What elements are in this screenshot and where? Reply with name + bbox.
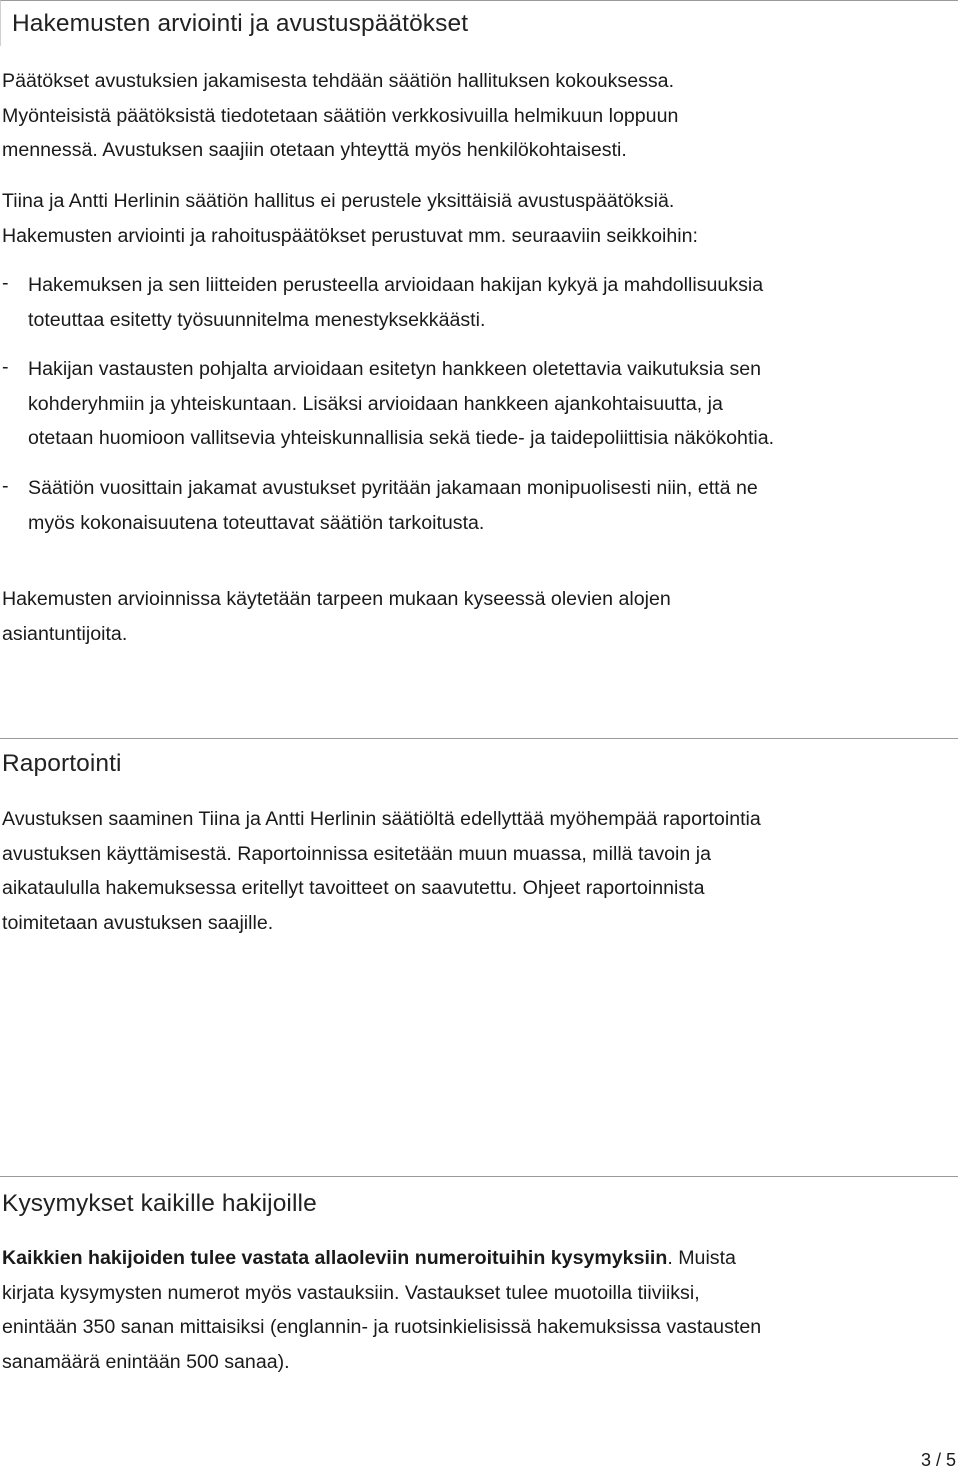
- text-line: kohderyhmiin ja yhteiskuntaan. Lisäksi arvioidaan hankkeen ajankohtaisuutta, ja: [28, 392, 723, 415]
- text-line: mennessä. Avustuksen saajiin otetaan yhteyttä myös henkilökohtaisesti.: [2, 139, 627, 161]
- bullet-dash: -: [2, 475, 9, 497]
- paragraph-decisions: [2, 64, 957, 168]
- text-line: Säätiön vuosittain jakamat avustukset pyritään jakamaan monipuolisesti niin, että ne: [28, 477, 758, 499]
- section-heading-questions: Kysymykset kaikille hakijoille: [2, 1190, 317, 1217]
- text-line: asiantuntijoita.: [2, 622, 128, 645]
- text-line: enintään 350 sanan mittaisiksi (englannin- ja ruotsinkielisissä hakemuksissa vastausten: [2, 1316, 762, 1338]
- text-line: toteuttaa esitetty työsuunnitelma menestyksekkäästi.: [28, 308, 486, 331]
- section-heading-reporting: Raportointi: [2, 750, 122, 777]
- bullet-dash: -: [2, 356, 9, 378]
- paragraph-questions-instructions: [2, 1241, 957, 1379]
- page-number: 3 / 5: [920, 1450, 956, 1470]
- text-line: Hakemuksen ja sen liitteiden perusteella arvioidaan hakijan kykyä ja mahdollisuuksia: [28, 274, 764, 296]
- section-divider-reporting: [0, 738, 958, 739]
- text-line: Hakijan vastausten pohjalta arvioidaan esitetyn hankkeen oletettavia vaikutuksia sen: [28, 358, 762, 380]
- paragraph-criteria-intro: [2, 184, 957, 253]
- list-item-text: [28, 268, 958, 337]
- bullet-dash: -: [2, 272, 9, 294]
- text-line: Myönteisistä päätöksistä tiedotetaan säätiön verkkosivuilla helmikuun loppuun: [2, 104, 679, 127]
- text-line: Hakemusten arviointi ja rahoituspäätökset perustuvat mm. seuraaviin seikkoihin:: [2, 224, 698, 247]
- text-line: [2, 1241, 957, 1276]
- list-item-text: [28, 471, 958, 540]
- text-line: sanamäärä enintään 500 sanaa).: [2, 1350, 290, 1373]
- text-line: toimitetaan avustuksen saajille.: [2, 911, 274, 934]
- text-line: Tiina ja Antti Herlinin säätiön hallitus ei perustele yksittäisiä avustuspäätöksiä.: [2, 190, 675, 212]
- text-line: Avustuksen saaminen Tiina ja Antti Herlinin säätiöltä edellyttää myöhempää raportointia: [2, 808, 761, 830]
- text-line: kirjata kysymysten numerot myös vastauksiin. Vastaukset tulee muotoilla tiiviiksi,: [2, 1281, 700, 1304]
- text-line: Päätökset avustuksien jakamisesta tehdään säätiön hallituksen kokouksessa.: [2, 70, 675, 92]
- text-line: myös kokonaisuutena toteuttavat säätiön tarkoitusta.: [28, 511, 485, 534]
- section-divider-questions: [0, 1176, 958, 1177]
- text-line: Hakemusten arvioinnissa käytetään tarpeen mukaan kyseessä olevien alojen: [2, 588, 671, 610]
- text-line: otetaan huomioon vallitsevia yhteiskunnallisia sekä tiede- ja taidepoliittisia näkökohtia.: [28, 427, 775, 449]
- paragraph-reporting: [2, 802, 957, 940]
- instruction-continuation: . Muista: [667, 1247, 736, 1269]
- section-heading-evaluation: Hakemusten arviointi ja avustuspäätökset: [12, 10, 469, 37]
- paragraph-experts: [2, 582, 957, 651]
- text-line: avustuksen käyttämisestä. Raportoinnissa esitetään muun muassa, millä tavoin ja: [2, 842, 711, 865]
- bold-instruction: Kaikkien hakijoiden tulee vastata allaoleviin numeroituihin kysymyksiin: [2, 1247, 668, 1269]
- text-line: aikataululla hakemuksessa eritellyt tavoitteet on saavutettu. Ohjeet raportoinnista: [2, 877, 705, 899]
- list-item-text: [28, 352, 958, 456]
